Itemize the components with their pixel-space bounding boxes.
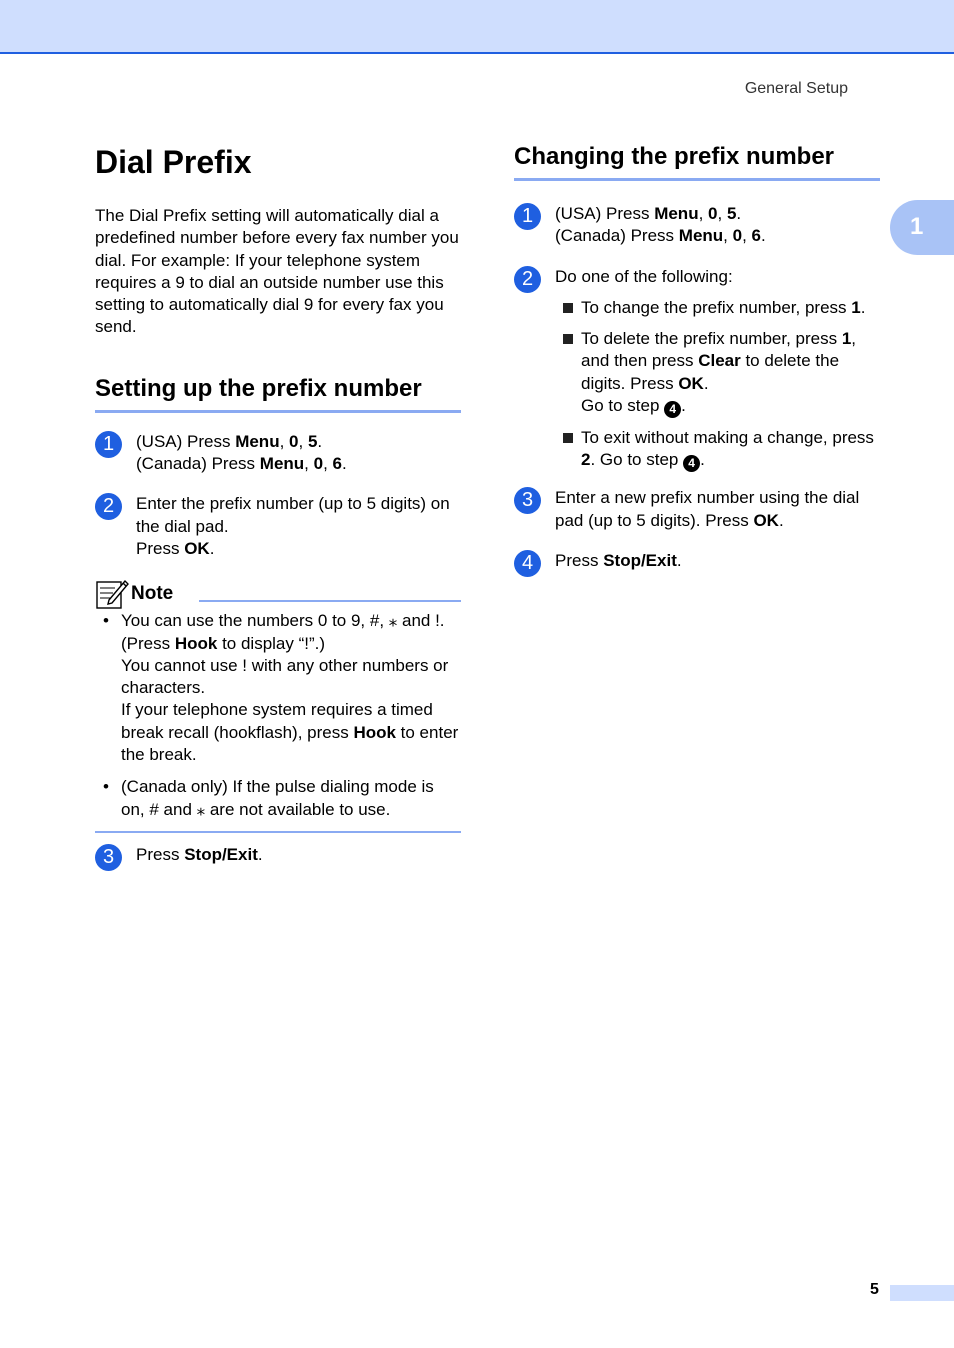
note-pencil-icon: [95, 578, 129, 610]
right-step-1: [514, 203, 880, 248]
note-bullet-2: • (Canada only) If the pulse dialing mode is on, # and ⁎ are not available to use.: [103, 777, 434, 819]
option-delete-prefix: To delete the prefix number, press 1, and then press Clear to delete the digits. Press OK. Go to step 4 .: [555, 328, 880, 418]
step-text: Enter a new prefix number using the dial pad (up to 5 digits). Press OK.: [555, 488, 860, 530]
page-number-bar: [890, 1285, 954, 1301]
step-text: Press Stop/Exit.: [555, 550, 682, 570]
option-change-prefix: To change the prefix number, press 1.: [555, 297, 880, 319]
section-title-setting-up: Setting up the prefix number: [95, 372, 461, 413]
step-number-badge: 3: [95, 844, 122, 871]
note-end-divider: [95, 831, 461, 833]
step-reference-badge: 4: [664, 401, 681, 418]
option-exit-without-change: To exit without making a change, press 2. Go to step 4 .: [555, 427, 880, 472]
right-step-4: [514, 550, 880, 572]
note-box: [95, 578, 461, 833]
note-divider: [199, 600, 461, 602]
chapter-tab: [890, 200, 954, 255]
usa-instruction: (USA) Press Menu, 0, 5.: [555, 204, 742, 223]
section-title-changing: Changing the prefix number: [514, 140, 880, 181]
step-number-badge: 2: [514, 266, 541, 293]
top-header-band: [0, 0, 954, 54]
note-bullet-1: • You can use the numbers 0 to 9, #, ⁎ and !. (Press Hook to display “!”.) You cannot use ! with any other numbers or characters. If your telephone system requires a timed break recall (hookflash), press Hook to enter the break.: [103, 611, 459, 765]
note-title: Note: [131, 583, 174, 605]
left-step-1: [95, 431, 461, 476]
running-header: General Setup: [744, 80, 848, 97]
right-column: [514, 140, 880, 572]
step-text: Do one of the following:: [555, 266, 733, 286]
step-number-badge: 1: [95, 431, 122, 458]
step-text: Enter the prefix number (up to 5 digits) on the dial pad.: [136, 494, 450, 536]
right-step-3: [514, 487, 880, 532]
step-number-badge: 2: [95, 493, 122, 520]
intro-paragraph: The Dial Prefix setting will automatically dial a predefined number before every fax number you dial. For example: If your telephone system requires a 9 to dial an outside number use this setting to automatically dial 9 for every fax you send.: [95, 206, 459, 337]
left-step-2: [95, 493, 461, 560]
step-number-badge: 3: [514, 487, 541, 514]
left-column: [95, 140, 461, 866]
step-text: Press Stop/Exit.: [136, 844, 263, 864]
step-number-badge: 1: [514, 203, 541, 230]
step-reference-badge: 4: [683, 455, 700, 472]
canada-instruction: (Canada) Press Menu, 0, 6.: [136, 454, 347, 474]
page-title: Dial Prefix: [95, 144, 252, 180]
page-number: 5: [870, 1281, 879, 1298]
left-step-3: [95, 844, 461, 866]
chapter-number: 1: [910, 213, 924, 240]
step-number-badge: 4: [514, 550, 541, 577]
press-ok-instruction: Press OK.: [136, 538, 215, 558]
canada-instruction: (Canada) Press Menu, 0, 6.: [555, 226, 766, 246]
right-step-2: [514, 266, 880, 473]
usa-instruction: (USA) Press Menu, 0, 5.: [136, 431, 323, 451]
